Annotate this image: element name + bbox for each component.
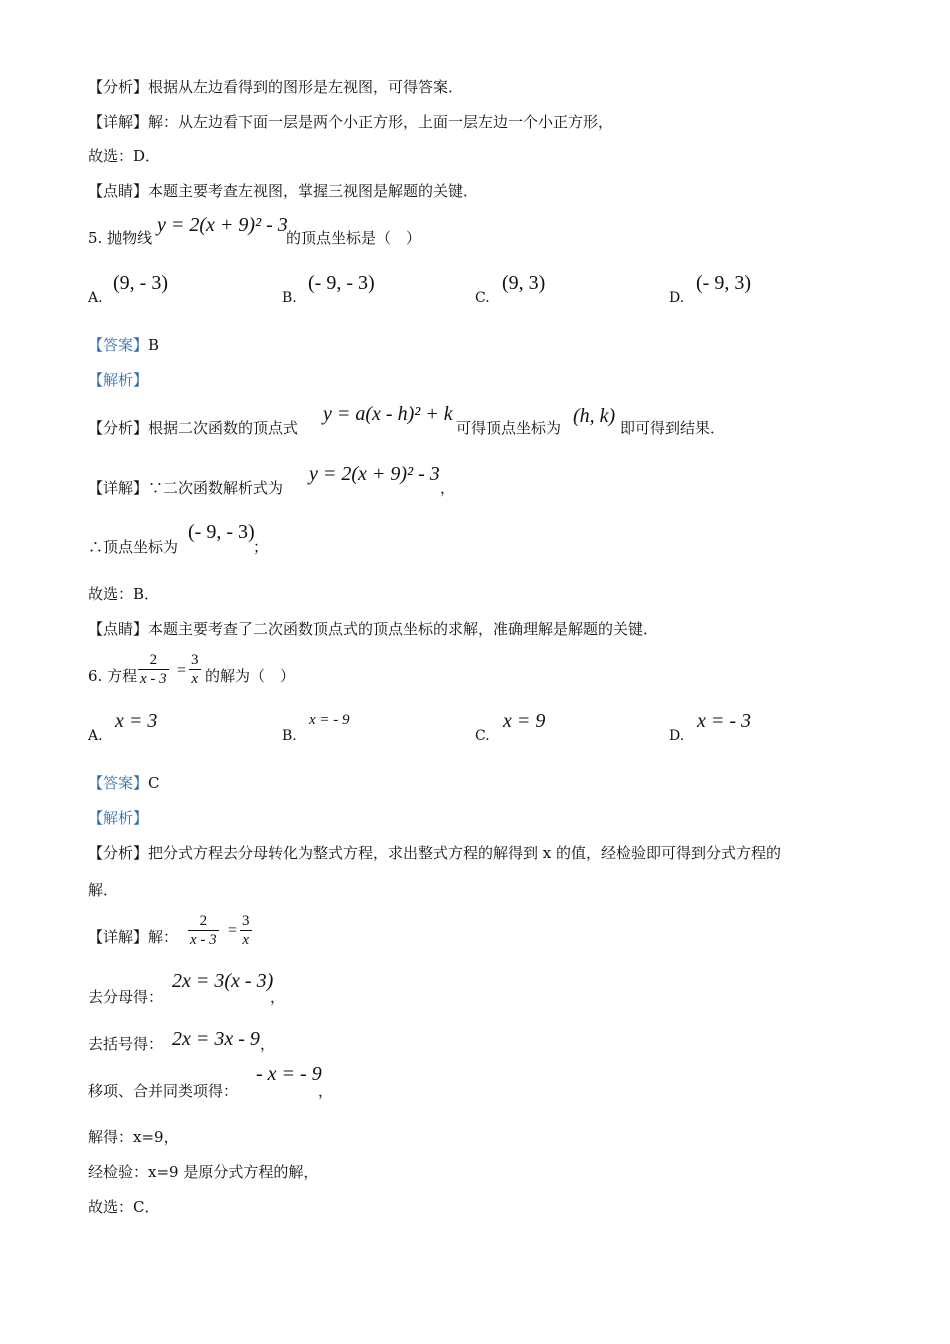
q6-frac1-denominator: x - 3 (140, 671, 167, 687)
q6-option-b-value: x = - 9 (309, 712, 350, 728)
q5-stem-suffix: 的顶点坐标是（ ） (286, 229, 422, 247)
q6-frac1-numerator: 2 (138, 651, 169, 670)
q5-therefore-formula: (- 9, - 3) (188, 521, 255, 543)
q4-comment: 【点睛】本题主要考查左视图，掌握三视图是解题的关键． (88, 182, 479, 200)
q4-choice: 故选：D． (88, 147, 161, 165)
q6-option-d-letter: D. (669, 728, 685, 744)
q5-stem-prefix: 5. 抛物线 (88, 229, 153, 247)
q6-option-d-value: x = - 3 (697, 710, 752, 732)
q6-option-a-value: x = 3 (115, 710, 158, 732)
q5-detail-prefix: 【详解】∵二次函数解析式为 (88, 479, 284, 497)
q6-answer-line (88, 773, 160, 793)
q6-detail-equals: = (228, 922, 238, 939)
q5-analysis-prefix: 【分析】根据二次函数的顶点式 (88, 419, 299, 437)
q5-analysis-formula: y = a(x - h)² + k (323, 403, 453, 425)
q5-option-d-value: (- 9, 3) (696, 272, 751, 294)
q6-option-c-value: x = 9 (503, 710, 546, 732)
q5-therefore-suffix: ； (253, 538, 269, 556)
q6-detail-frac1-numerator: 2 (188, 912, 219, 931)
q5-comment: 【点睛】本题主要考查了二次函数顶点式的顶点坐标的求解，准确理解是解题的关键． (88, 620, 659, 638)
q6-frac2-numerator: 3 (191, 652, 199, 668)
q5-option-c-letter: C. (475, 290, 490, 306)
q6-detail-frac2-numerator: 3 (242, 913, 250, 929)
q5-answer-line (88, 335, 159, 355)
q6-step1-suffix: ， (270, 988, 286, 1006)
q6-detail-fraction-left (188, 912, 219, 949)
q5-therefore-prefix: ∴顶点坐标为 (88, 538, 179, 556)
q5-option-b-value: (- 9, - 3) (308, 272, 375, 294)
q6-stem-prefix: 6. 方程 (88, 667, 138, 685)
q5-option-b-letter: B. (282, 290, 297, 306)
q6-stem-fraction-right (189, 651, 201, 688)
q5-detail-suffix: ， (440, 479, 456, 497)
q6-step3-suffix: ， (318, 1082, 334, 1100)
q5-option-c-value: (9, 3) (502, 272, 546, 294)
q5-analysis-suffix: 即可得到结果． (620, 419, 726, 437)
q5-jiexi: 【解析】 (88, 371, 149, 389)
q4-analysis: 【分析】根据从左边看得到的图形是左视图，可得答案． (88, 78, 464, 96)
q6-jiexi: 【解析】 (88, 809, 149, 827)
q5-answer-tag: 【答案】 (88, 336, 149, 354)
q6-detail-fraction-right (240, 912, 252, 949)
q4-detail: 【详解】解：从左边看下面一层是两个小正方形，上面一层左边一个小正方形， (88, 113, 614, 131)
q6-detail-prefix: 【详解】解： (88, 928, 179, 946)
q6-step2-suffix: ， (260, 1035, 276, 1053)
q5-stem-formula: y = 2(x + 9)² - 3 (157, 214, 288, 236)
q6-answer-tag: 【答案】 (88, 774, 149, 792)
q6-stem-equals: = (177, 662, 187, 679)
q6-step2-formula: 2x = 3x - 9 (172, 1028, 260, 1050)
q6-option-c-letter: C. (475, 728, 490, 744)
q5-detail-formula: y = 2(x + 9)² - 3 (309, 463, 440, 485)
q6-step1-formula: 2x = 3(x - 3) (172, 970, 274, 992)
q5-option-d-letter: D. (669, 290, 685, 306)
q5-answer: B (148, 336, 160, 354)
q6-option-b-letter: B. (282, 728, 297, 744)
q6-step3-formula: - x = - 9 (256, 1063, 322, 1085)
q6-step1-label: 去分母得： (88, 988, 164, 1006)
q6-detail-frac2-denominator: x (242, 932, 250, 948)
q6-solve: 解得：x=9， (88, 1128, 179, 1146)
q5-option-a-letter: A. (88, 290, 103, 306)
q6-analysis-line2: 解． (88, 881, 119, 899)
q6-step3-label: 移项、合并同类项得： (88, 1082, 239, 1100)
q6-check: 经检验：x=9 是原分式方程的解， (88, 1163, 319, 1181)
q6-choice: 故选：C． (88, 1198, 160, 1216)
q5-option-a-value: (9, - 3) (113, 272, 168, 294)
q5-analysis-formula2: (h, k) (573, 405, 616, 427)
q5-choice: 故选：B． (88, 585, 160, 603)
q6-answer: C (148, 774, 160, 792)
q5-analysis-mid: 可得顶点坐标为 (456, 419, 562, 437)
q6-option-a-letter: A. (88, 728, 103, 744)
q6-step2-label: 去括号得： (88, 1035, 164, 1053)
q6-frac2-denominator: x (191, 671, 199, 687)
q6-detail-frac1-denominator: x - 3 (190, 932, 217, 948)
q6-stem-fraction-left (138, 651, 169, 688)
q6-stem-suffix: 的解为（ ） (205, 667, 296, 685)
q6-analysis-line1: 【分析】把分式方程去分母转化为整式方程，求出整式方程的解得到 x 的值，经检验即可得到分式方程的 (88, 844, 782, 862)
